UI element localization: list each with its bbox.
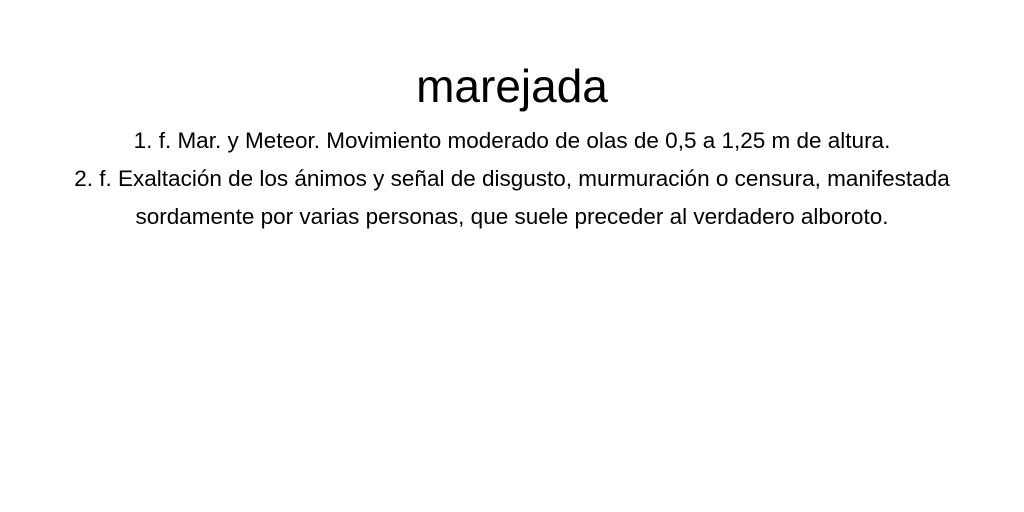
definition-2: 2. f. Exaltación de los ánimos y señal de disgusto, murmuración o censura, manifestada sordamente por varias personas, que suele preceder al verdadero alboroto. (74, 166, 950, 229)
definition-1: 1. f. Mar. y Meteor. Movimiento moderado de olas de 0,5 a 1,25 m de altura. (133, 128, 891, 153)
headword: marejada (416, 60, 608, 112)
definitions-list (62, 122, 962, 236)
